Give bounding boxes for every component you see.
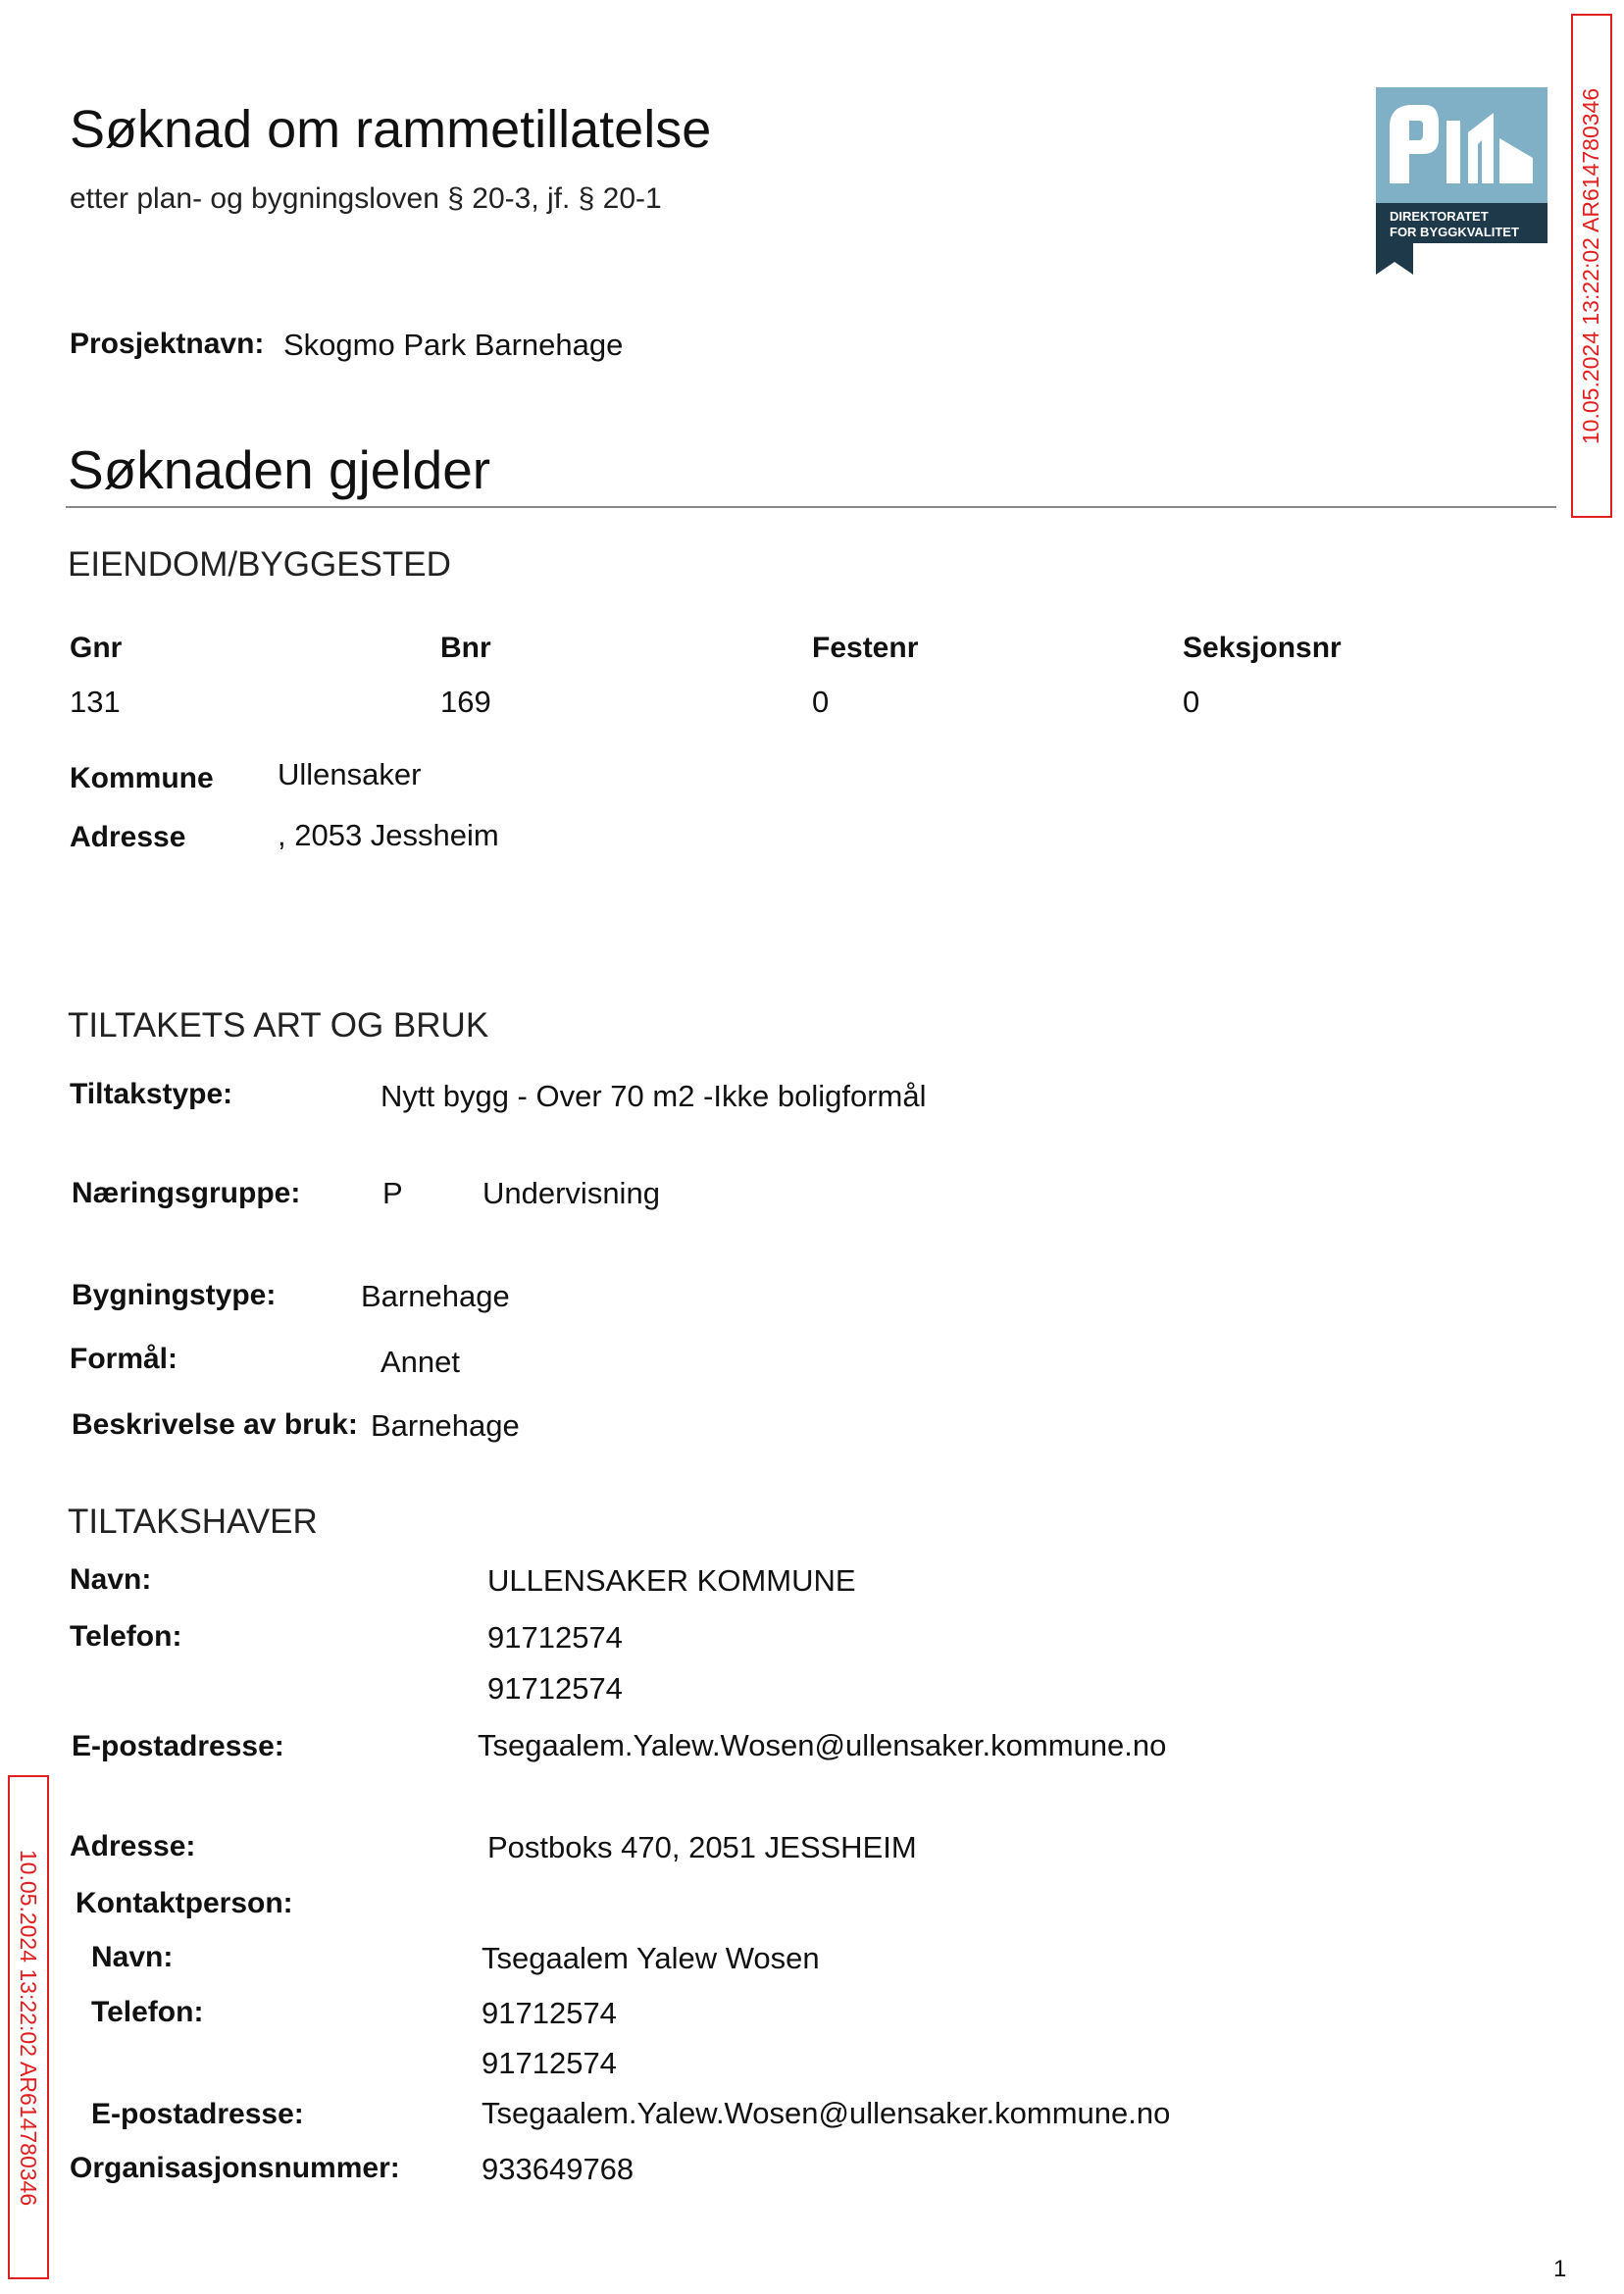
tiltakshaver-navn-value: ULLENSAKER KOMMUNE [487,1563,856,1598]
tiltakshaver-telefon-label: Telefon: [70,1620,182,1653]
tiltakshaver-telefon-value-1: 91712574 [487,1620,623,1655]
festenr-label: Festenr [812,632,919,664]
document-title: Søknad om rammetillatelse [70,100,712,159]
tiltak-heading: TILTAKETS ART OG BRUK [68,1006,489,1045]
formal-label: Formål: [70,1343,178,1375]
stamp-text-top-right: 10.05.2024 13:22:02 AR614780346 [1578,87,1604,444]
tiltakshaver-adresse-value: Postboks 470, 2051 JESSHEIM [487,1830,917,1864]
kontaktperson-navn-value: Tsegaalem Yalew Wosen [482,1941,820,1975]
page-number: 1 [1553,2256,1567,2282]
kommune-value: Ullensaker [278,757,422,791]
naeringsgruppe-label: Næringsgruppe: [72,1177,301,1209]
timestamp-stamp-top-right [1571,14,1612,518]
kontaktperson-telefon-label: Telefon: [91,1996,204,2028]
organisasjonsnummer-label: Organisasjonsnummer: [70,2152,400,2184]
festenr-value: 0 [812,685,830,719]
adresse-label: Adresse [70,821,186,853]
kontaktperson-epost-value: Tsegaalem.Yalew.Wosen@ullensaker.kommune.no [482,2096,1171,2130]
bygningstype-label: Bygningstype: [72,1279,277,1311]
tiltakstype-label: Tiltakstype: [70,1078,233,1110]
bnr-label: Bnr [440,632,491,664]
beskrivelse-value: Barnehage [371,1408,520,1443]
kontaktperson-telefon-value-2: 91712574 [482,2046,617,2080]
seksjonsnr-label: Seksjonsnr [1183,632,1342,664]
kontaktperson-navn-label: Navn: [91,1941,174,1973]
tiltakshaver-adresse-label: Adresse: [70,1830,196,1862]
naeringsgruppe-value: Undervisning [482,1176,660,1210]
gnr-label: Gnr [70,632,123,664]
kontaktperson-telefon-value-1: 91712574 [482,1996,617,2030]
kontaktperson-label: Kontaktperson: [76,1887,293,1919]
project-name-value: Skogmo Park Barnehage [283,328,624,362]
timestamp-stamp-left [8,1775,49,2279]
section-heading-soknaden-gjelder: Søknaden gjelder [68,439,491,500]
property-heading: EIENDOM/BYGGESTED [68,545,451,584]
formal-value: Annet [381,1345,461,1379]
dibk-logo-graphic [1376,87,1548,275]
tiltakshaver-heading: TILTAKSHAVER [68,1503,318,1541]
bygningstype-value: Barnehage [361,1279,510,1313]
gnr-value: 131 [70,685,121,719]
tiltakshaver-navn-label: Navn: [70,1563,152,1596]
seksjonsnr-value: 0 [1183,685,1200,719]
project-name-label: Prosjektnavn: [70,328,265,360]
stamp-text-left: 10.05.2024 13:22:02 AR614780346 [16,1849,42,2206]
dibk-logo [1376,87,1548,275]
bnr-value: 169 [440,685,491,719]
section-divider [66,506,1556,508]
tiltakshaver-epost-value: Tsegaalem.Yalew.Wosen@ullensaker.kommune.no [478,1728,1167,1762]
tiltakshaver-epost-label: E-postadresse: [72,1730,284,1762]
document-subtitle: etter plan- og bygningsloven § 20-3, jf. § 20-1 [70,182,662,215]
adresse-value: , 2053 Jessheim [278,818,499,852]
beskrivelse-label: Beskrivelse av bruk: [72,1408,358,1441]
tiltakshaver-telefon-value-2: 91712574 [487,1671,623,1706]
kontaktperson-epost-label: E-postadresse: [91,2098,304,2130]
naeringsgruppe-code: P [382,1176,403,1210]
organisasjonsnummer-value: 933649768 [482,2152,634,2186]
tiltakstype-value: Nytt bygg - Over 70 m2 -Ikke boligformål [381,1079,927,1113]
logo-text-line1: DIREKTORATET [1390,209,1489,224]
logo-text-line2: FOR BYGGKVALITET [1390,225,1519,239]
kommune-label: Kommune [70,762,214,794]
